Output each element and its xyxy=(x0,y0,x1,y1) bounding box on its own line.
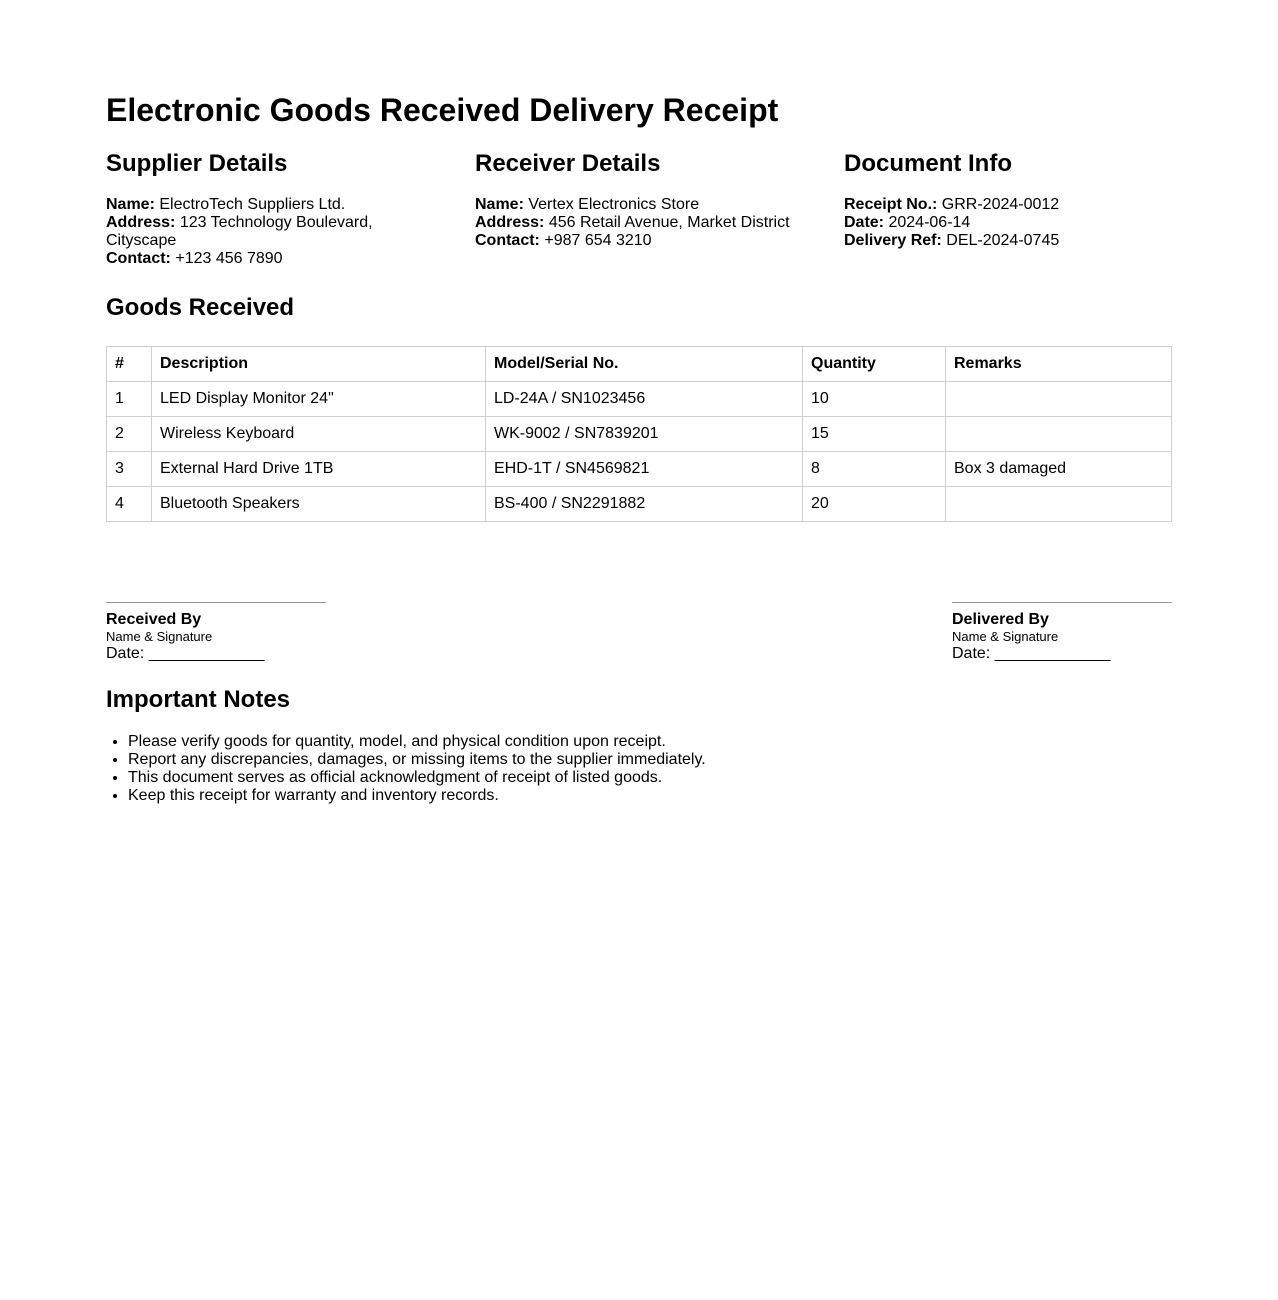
column-header-number: # xyxy=(107,347,152,382)
receipt-date-label: Date: xyxy=(844,214,885,231)
list-item: • Keep this receipt for warranty and inventory records. xyxy=(128,787,706,805)
supplier-name xyxy=(106,196,475,214)
supplier-address-value: 123 Technology Boulevard, Cityscape xyxy=(106,214,373,249)
receiver-address-label: Address: xyxy=(475,214,545,231)
cell-model: LD-24A / SN1023456 xyxy=(486,382,803,417)
cell-number: 3 xyxy=(107,452,152,487)
supplier-address-label: Address: xyxy=(106,214,176,231)
goods-heading: Goods Received xyxy=(106,294,295,321)
delivered-by-signature xyxy=(952,602,1172,662)
receipt-number xyxy=(844,196,1172,214)
notes-heading: Important Notes xyxy=(106,686,291,713)
cell-model: EHD-1T / SN4569821 xyxy=(486,452,803,487)
cell-remarks xyxy=(946,487,1172,522)
receiver-contact xyxy=(475,232,844,250)
column-header-quantity: Quantity xyxy=(803,347,946,382)
delivered-by-subtitle: Name & Signature xyxy=(952,629,1059,644)
column-header-model: Model/Serial No. xyxy=(486,347,803,382)
cell-number: 1 xyxy=(107,382,152,417)
supplier-name-value: ElectroTech Suppliers Ltd. xyxy=(159,196,346,213)
supplier-heading: Supplier Details xyxy=(106,150,288,177)
cell-remarks xyxy=(946,382,1172,417)
supplier-details xyxy=(106,150,475,268)
receiver-address xyxy=(475,214,844,232)
receiver-name-value: Vertex Electronics Store xyxy=(528,196,700,213)
list-item: • Report any discrepancies, damages, or missing items to the supplier immediately. xyxy=(128,751,706,769)
column-header-remarks: Remarks xyxy=(946,347,1172,382)
delivery-ref-label: Delivery Ref: xyxy=(844,232,942,249)
delivery-ref-value: DEL-2024-0745 xyxy=(946,232,1060,249)
goods-table xyxy=(106,346,1172,522)
delivered-by-date: Date: _____________ xyxy=(952,645,1111,662)
receiver-heading: Receiver Details xyxy=(475,150,661,177)
info-section xyxy=(106,150,1172,268)
cell-model: WK-9002 / SN7839201 xyxy=(486,417,803,452)
document-info-heading: Document Info xyxy=(844,150,1012,177)
table-row xyxy=(107,487,1172,522)
received-by-signature xyxy=(106,602,326,662)
cell-quantity: 15 xyxy=(803,417,946,452)
receiver-address-value: 456 Retail Avenue, Market District xyxy=(548,214,790,231)
cell-model: BS-400 / SN2291882 xyxy=(486,487,803,522)
table-row xyxy=(107,452,1172,487)
cell-description: Wireless Keyboard xyxy=(152,417,486,452)
list-item: • This document serves as official acknowledgment of receipt of listed goods. xyxy=(128,769,706,787)
receiver-details xyxy=(475,150,844,268)
cell-description: Bluetooth Speakers xyxy=(152,487,486,522)
table-row xyxy=(107,382,1172,417)
table-row xyxy=(107,417,1172,452)
table-header-row xyxy=(107,347,1172,382)
receipt-date-value: 2024-06-14 xyxy=(888,214,971,231)
receipt-number-value: GRR-2024-0012 xyxy=(941,196,1060,213)
column-header-description: Description xyxy=(152,347,486,382)
receipt-number-label: Receipt No.: xyxy=(844,196,938,213)
delivered-by-title: Delivered By xyxy=(952,611,1049,628)
supplier-contact xyxy=(106,250,475,268)
notes-list xyxy=(106,733,706,805)
cell-number: 4 xyxy=(107,487,152,522)
cell-description: LED Display Monitor 24" xyxy=(152,382,486,417)
delivery-ref xyxy=(844,232,1172,250)
receipt-date xyxy=(844,214,1172,232)
cell-number: 2 xyxy=(107,417,152,452)
supplier-contact-label: Contact: xyxy=(106,250,171,267)
cell-description: External Hard Drive 1TB xyxy=(152,452,486,487)
receiver-name xyxy=(475,196,844,214)
received-by-title: Received By xyxy=(106,611,202,628)
cell-remarks xyxy=(946,417,1172,452)
cell-quantity: 10 xyxy=(803,382,946,417)
receiver-contact-label: Contact: xyxy=(475,232,540,249)
cell-remarks: Box 3 damaged xyxy=(946,452,1172,487)
receiver-name-label: Name: xyxy=(475,196,524,213)
supplier-address xyxy=(106,214,406,250)
supplier-name-label: Name: xyxy=(106,196,155,213)
receiver-contact-value: +987 654 3210 xyxy=(544,232,652,249)
received-by-date: Date: _____________ xyxy=(106,645,265,662)
cell-quantity: 20 xyxy=(803,487,946,522)
supplier-contact-value: +123 456 7890 xyxy=(175,250,283,267)
document-info xyxy=(844,150,1172,268)
list-item: • Please verify goods for quantity, model, and physical condition upon receipt. xyxy=(128,733,706,751)
received-by-subtitle: Name & Signature xyxy=(106,629,213,644)
document-title: Electronic Goods Received Delivery Receipt xyxy=(106,92,779,128)
cell-quantity: 8 xyxy=(803,452,946,487)
